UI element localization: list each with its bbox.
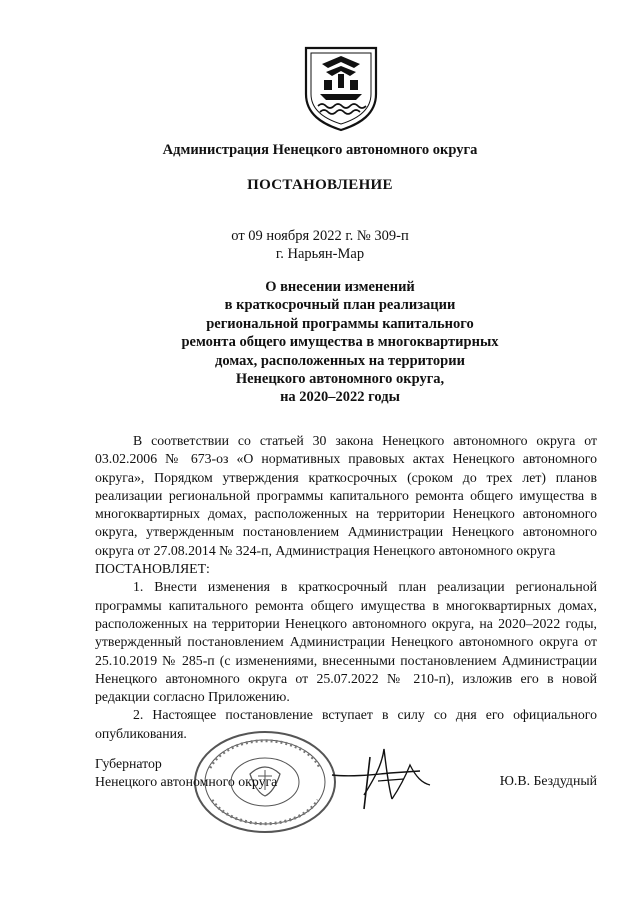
signatory-position	[95, 755, 277, 792]
signatory-organization: Ненецкого автономного округа	[95, 774, 278, 790]
document-date-number: от 09 ноября 2022 г. № 309-п	[231, 228, 409, 244]
signatory-title: Губернатор	[95, 756, 162, 771]
document-type: ПОСТАНОВЛЕНИЕ	[247, 177, 393, 193]
title-line: домах, расположенных на территории	[215, 352, 465, 369]
preamble-paragraph: В соответствии со статьей 30 закона Ненецкого автономного округа от 03.02.2006 № 673-оз «О нормативных правовых актах Ненецкого автономного округа», Порядком утверждения краткосрочных (сроком до трех лет) планов реализации региональной программы капитального ремонта общего имущества в многоквартирных домах, расположенных на территории Ненецкого автономного округа, утвержденным постановлением Администрации Ненецкого автономного округа от 27.08.2014 № 324-п, Администрация Ненецкого автономного округа	[95, 433, 597, 558]
title-line: региональной программы капитального	[206, 315, 474, 332]
document-place: г. Нарьян-Мар	[275, 246, 365, 262]
title-line: в краткосрочный план реализации	[224, 297, 456, 314]
resolves-line: ПОСТАНОВЛЯЕТ:	[95, 561, 210, 577]
item-2-paragraph: 2. Настоящее постановление вступает в силу со дня его официального опубликования.	[95, 707, 597, 741]
title-line: на 2020–2022 годы	[280, 389, 400, 406]
title-line: Ненецкого автономного округа,	[235, 371, 445, 388]
title-line: О внесении изменений	[265, 279, 415, 295]
coat-of-arms-emblem	[300, 44, 382, 132]
item-1-paragraph: 1. Внести изменения в краткосрочный план реализации региональной программы капитального ремонта общего имущества в многоквартирных домах, расположенных на территории Ненецкого автономного округа, на 2020–2022 годы, утвержденный постановлением Администрации Ненецкого автономного округа от 25.10.2019 № 285-п (с изменениями, внесенными постановлением Администрации Ненецкого автономного округа от 25.07.2022 № 210-п), изложив его в новой редакции согласно Приложению.	[95, 579, 597, 705]
organization-name: Администрация Ненецкого автономного округа	[162, 142, 478, 158]
title-line: ремонта общего имущества в многоквартирных	[181, 334, 499, 351]
document-body	[95, 432, 597, 743]
document-title	[150, 278, 530, 407]
signatory-name: Ю.В. Бездудный	[499, 773, 597, 788]
handwritten-signature	[330, 735, 450, 813]
